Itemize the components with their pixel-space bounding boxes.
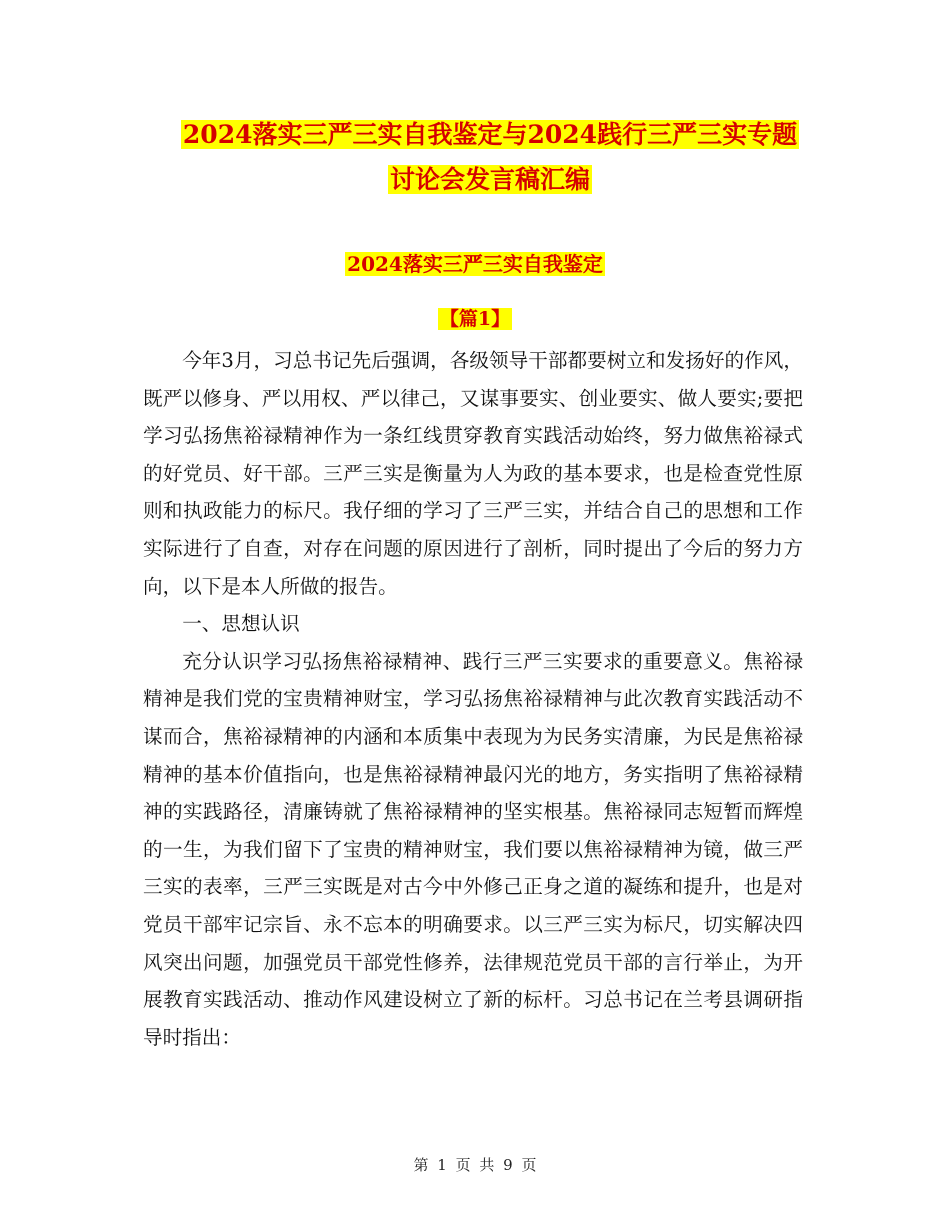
piece-label (0, 304, 950, 334)
body-text (143, 342, 803, 1056)
document-title (140, 112, 840, 202)
document-title-line-1: 2024落实三严三实自我鉴定与2024践行三严三实专题 (182, 120, 798, 149)
subheading: 一、思想认识 (182, 612, 300, 636)
section-heading-text: 2024落实三严三实自我鉴定 (347, 252, 603, 276)
page-footer: 第 1 页 共 9 页 (413, 1156, 537, 1174)
piece-label-text: 【篇1】 (439, 308, 511, 330)
paragraph: 今年3月，习总书记先后强调，各级领导干部都要树立和发扬好的作风，既严以修身、严以用权、严以律己，又谋事要实、创业要实、做人要实;要把学习弘扬焦裕禄精神作为一条红线贯穿教育实践活动始终，努力做焦裕禄式的好党员、好干部。三严三实是衡量为人为政的基本要求，也是检查党性原则和执政能力的标尺。我仔细的学习了三严三实，并结合自己的思想和工作实际进行了自查，对存在问题的原因进行了剖析，同时提出了今后的努力方向，以下是本人所做的报告。 (143, 349, 803, 598)
document-title-line-2: 讨论会发言稿汇编 (389, 165, 590, 194)
paragraph: 充分认识学习弘扬焦裕禄精神、践行三严三实要求的重要意义。焦裕禄精神是我们党的宝贵精神财宝，学习弘扬焦裕禄精神与此次教育实践活动不谋而合，焦裕禄精神的内涵和本质集中表现为为民务实清廉，为民是焦裕禄精神的基本价值指向，也是焦裕禄精神最闪光的地方，务实指明了焦裕禄精神的实践路径，清廉铸就了焦裕禄精神的坚实根基。焦裕禄同志短暂而辉煌的一生，为我们留下了宝贵的精神财宝，我们要以焦裕禄精神为镜，做三严三实的表率，三严三实既是对古今中外修己正身之道的凝练和提升，也是对党员干部牢记宗旨、永不忘本的明确要求。以三严三实为标尺，切实解决四风突出问题，加强党员干部党性修养，法律规范党员干部的言行举止，为开展教育实践活动、推动作风建设树立了新的标杆。习总书记在兰考县调研指导时指出： (143, 649, 803, 1049)
section-heading (0, 249, 950, 279)
